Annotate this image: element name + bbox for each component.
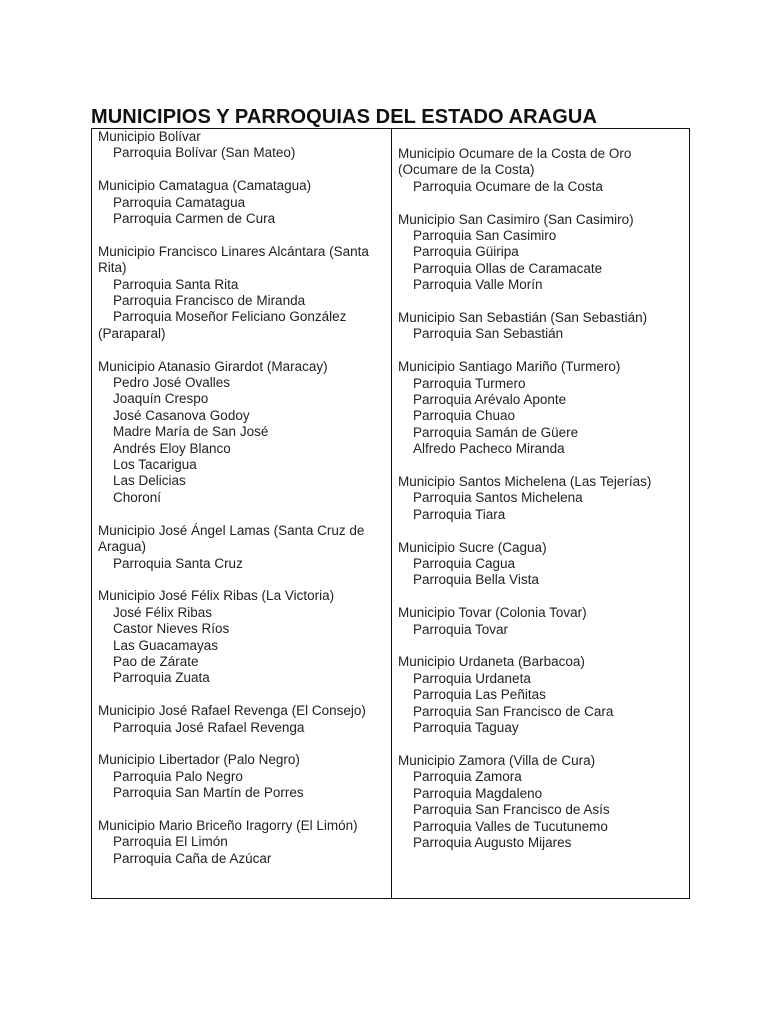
parroquia-item: Pedro José Ovalles: [113, 375, 231, 391]
parroquia-item: Parroquia Palo Negro: [113, 768, 243, 784]
municipio-title: Municipio José Ángel Lamas (Santa Cruz de Aragua): [98, 522, 365, 555]
municipio-group: [98, 752, 384, 801]
parroquia-item: Parroquia Santa Cruz: [113, 555, 243, 571]
parroquia-item: Parroquia San Francisco de Cara: [413, 703, 614, 719]
municipio-group: [398, 753, 686, 851]
parroquia-item: Parroquia Santa Rita: [113, 276, 239, 292]
municipio-title: Municipio José Rafael Revenga (El Consejo): [98, 703, 366, 719]
parroquia-item: Parroquia Moseñor Feliciano González (Paraparal): [98, 309, 347, 341]
municipio-group: [398, 359, 686, 457]
parroquia-item: Parroquia San Francisco de Asís: [413, 802, 610, 818]
municipio-group: [98, 359, 384, 507]
document-title: MUNICIPIOS Y PARROQUIAS DEL ESTADO ARAGUA: [91, 106, 598, 128]
parroquia-item: Parroquia Santos Michelena: [413, 490, 583, 506]
parroquia-item: Parroquia Carmen de Cura: [113, 211, 276, 227]
municipio-group: [398, 605, 686, 638]
municipio-group: [398, 310, 686, 343]
municipio-group: [98, 703, 384, 736]
parroquia-item: Castor Nieves Ríos: [113, 621, 230, 637]
municipio-title: Municipio José Félix Ribas (La Victoria): [98, 588, 335, 604]
parroquia-item: Parroquia San Martín de Porres: [113, 785, 304, 801]
parroquia-item: Parroquia Turmero: [413, 375, 526, 391]
parroquia-item: Pao de Zárate: [113, 653, 199, 669]
municipio-group: [98, 588, 384, 686]
parroquia-item: Parroquia José Rafael Revenga: [113, 719, 305, 735]
parroquia-item: Parroquia Bolívar (San Mateo): [113, 145, 296, 161]
municipio-group: [398, 474, 686, 523]
municipio-title: Municipio San Sebastián (San Sebastián): [398, 310, 648, 326]
parroquia-item: Parroquia Ocumare de la Costa: [413, 178, 603, 194]
parroquia-item: Alfredo Pacheco Miranda: [413, 441, 565, 457]
municipio-group: [98, 129, 384, 162]
municipio-group: [398, 212, 686, 294]
municipio-title: Municipio Libertador (Palo Negro): [98, 752, 300, 768]
municipio-title: Municipio Santos Michelena (Las Tejerías): [398, 474, 652, 490]
parroquia-item: Parroquia Magdaleno: [413, 785, 543, 801]
parroquia-item: Parroquia Francisco de Miranda: [113, 293, 306, 309]
left-column: [98, 129, 384, 884]
municipio-title: Municipio Zamora (Villa de Cura): [398, 752, 596, 768]
parroquia-item: Choroní: [113, 489, 162, 505]
parroquia-item: Parroquia Arévalo Aponte: [413, 392, 567, 408]
parroquia-item: Parroquia Güiripa: [413, 244, 519, 260]
column-divider: [391, 129, 392, 898]
parroquia-item: Las Delicias: [113, 473, 186, 489]
municipio-group: [98, 523, 384, 572]
municipio-title: Municipio Ocumare de la Costa de Oro (Ocumare de la Costa): [398, 146, 632, 178]
municipio-group: [98, 818, 384, 867]
municipio-group: [398, 654, 686, 736]
parroquia-item: Parroquia Las Peñitas: [413, 687, 546, 703]
parroquia-item: Las Guacamayas: [113, 637, 219, 653]
municipio-title: Municipio Urdaneta (Barbacoa): [398, 654, 585, 670]
municipio-group: [98, 178, 384, 227]
parroquia-item: Parroquia San Sebastián: [413, 326, 564, 342]
parroquia-item: Parroquia El Limón: [113, 834, 228, 850]
parroquia-item: Parroquia Bella Vista: [413, 572, 539, 588]
parroquia-item: Parroquia Zuata: [113, 670, 210, 686]
parroquia-item: Parroquia Tiara: [413, 506, 506, 522]
parroquia-item: Parroquia Valles de Tucutunemo: [413, 818, 608, 834]
parroquia-item: José Casanova Godoy: [113, 407, 250, 423]
municipio-group: [398, 540, 686, 589]
parroquia-item: Parroquia Chuao: [413, 408, 516, 424]
municipio-title: Municipio Atanasio Girardot (Maracay): [98, 358, 328, 374]
parroquia-item: Parroquia Augusto Mijares: [413, 834, 572, 850]
parroquia-item: Los Tacarigua: [113, 457, 197, 473]
municipio-title: Municipio Camatagua (Camatagua): [98, 178, 312, 194]
municipio-group: [398, 146, 686, 195]
municipio-title: Municipio Santiago Mariño (Turmero): [398, 359, 621, 375]
parroquia-item: José Félix Ribas: [113, 604, 213, 620]
parroquia-item: Joaquín Crespo: [113, 391, 209, 407]
municipio-title: Municipio Bolívar: [98, 129, 201, 144]
parroquia-item: Parroquia San Casimiro: [413, 228, 557, 244]
parroquia-item: Madre María de San José: [113, 424, 269, 440]
municipio-title: Municipio Mario Briceño Iragorry (El Limón): [98, 817, 358, 833]
municipio-title: Municipio Francisco Linares Alcántara (Santa Rita): [98, 243, 369, 276]
municipios-table: [91, 128, 690, 899]
parroquia-item: Parroquia Samán de Güere: [413, 424, 579, 440]
parroquia-item: Parroquia Valle Morín: [413, 277, 543, 293]
parroquia-item: Parroquia Urdaneta: [413, 670, 531, 686]
parroquia-item: Parroquia Taguay: [413, 720, 519, 736]
parroquia-item: Parroquia Tovar: [413, 621, 509, 637]
parroquia-item: Parroquia Camatagua: [113, 194, 246, 210]
municipio-title: Municipio Sucre (Cagua): [398, 539, 547, 555]
parroquia-item: Andrés Eloy Blanco: [113, 440, 231, 456]
municipio-title: Municipio Tovar (Colonia Tovar): [398, 605, 587, 621]
parroquia-item: Parroquia Ollas de Caramacate: [413, 260, 603, 276]
parroquia-item: Parroquia Zamora: [413, 769, 522, 785]
municipio-group: [98, 244, 384, 342]
municipio-title: Municipio San Casimiro (San Casimiro): [398, 211, 634, 227]
right-column: [398, 146, 686, 868]
parroquia-item: Parroquia Cagua: [413, 556, 516, 572]
parroquia-item: Parroquia Caña de Azúcar: [113, 850, 272, 866]
